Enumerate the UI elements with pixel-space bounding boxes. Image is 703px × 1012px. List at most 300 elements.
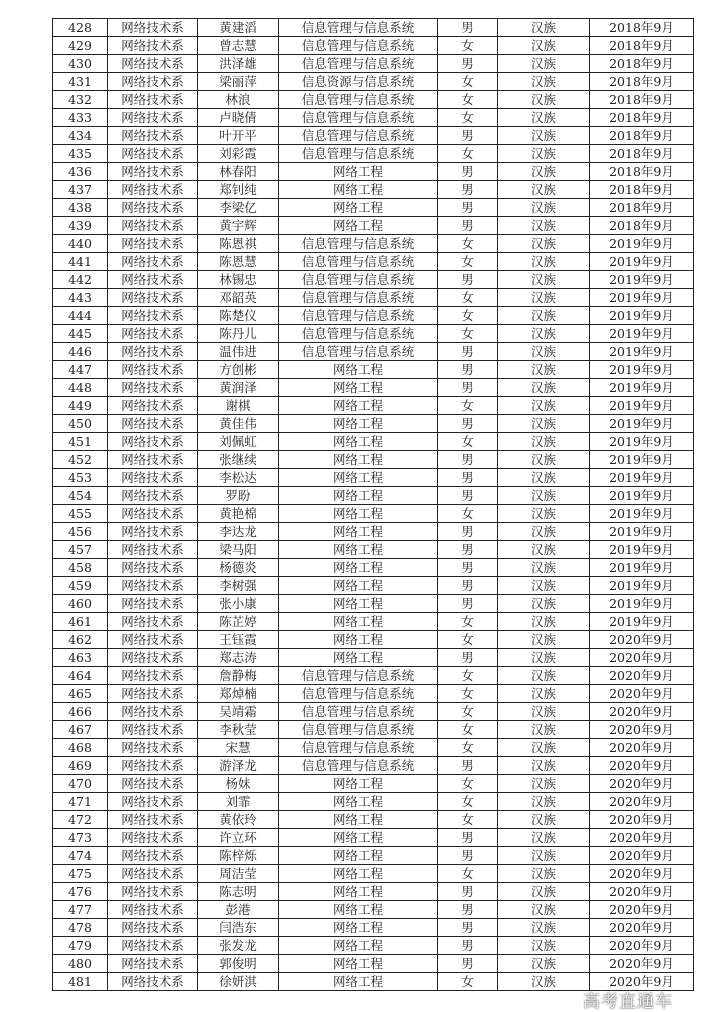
row-number-cell: 461 [53, 613, 108, 631]
gender-cell: 男 [438, 649, 498, 667]
major-cell: 网络工程 [279, 649, 438, 667]
row-number-cell: 445 [53, 325, 108, 343]
major-cell: 网络工程 [279, 415, 438, 433]
major-cell: 网络工程 [279, 865, 438, 883]
row-number-cell: 448 [53, 379, 108, 397]
ethnicity-cell: 汉族 [498, 55, 590, 73]
gender-cell: 女 [438, 145, 498, 163]
gender-cell: 男 [438, 451, 498, 469]
watermark: 高考直通车 [583, 992, 673, 1012]
major-cell: 网络工程 [279, 811, 438, 829]
major-cell: 信息资源与信息系统 [279, 73, 438, 91]
enrollment-date-cell: 2020年9月 [590, 739, 694, 757]
enrollment-date-cell: 2018年9月 [590, 37, 694, 55]
table-row [53, 181, 694, 199]
ethnicity-cell: 汉族 [498, 271, 590, 289]
ethnicity-cell: 汉族 [498, 757, 590, 775]
ethnicity-cell: 汉族 [498, 19, 590, 37]
table-row [53, 271, 694, 289]
enrollment-date-cell: 2020年9月 [590, 649, 694, 667]
table-row [53, 919, 694, 937]
department-cell: 网络技术系 [108, 235, 198, 253]
ethnicity-cell: 汉族 [498, 793, 590, 811]
student-name-cell: 杨德炎 [198, 559, 279, 577]
enrollment-date-cell: 2018年9月 [590, 127, 694, 145]
major-cell: 信息管理与信息系统 [279, 91, 438, 109]
ethnicity-cell: 汉族 [498, 397, 590, 415]
major-cell: 网络工程 [279, 613, 438, 631]
row-number-cell: 434 [53, 127, 108, 145]
department-cell: 网络技术系 [108, 19, 198, 37]
enrollment-date-cell: 2020年9月 [590, 883, 694, 901]
major-cell: 网络工程 [279, 181, 438, 199]
table-row [53, 703, 694, 721]
department-cell: 网络技术系 [108, 289, 198, 307]
row-number-cell: 470 [53, 775, 108, 793]
major-cell: 网络工程 [279, 487, 438, 505]
table-row [53, 55, 694, 73]
department-cell: 网络技术系 [108, 721, 198, 739]
enrollment-date-cell: 2019年9月 [590, 487, 694, 505]
student-name-cell: 张继续 [198, 451, 279, 469]
row-number-cell: 472 [53, 811, 108, 829]
ethnicity-cell: 汉族 [498, 631, 590, 649]
table-row [53, 595, 694, 613]
table-row [53, 253, 694, 271]
department-cell: 网络技术系 [108, 667, 198, 685]
ethnicity-cell: 汉族 [498, 919, 590, 937]
row-number-cell: 469 [53, 757, 108, 775]
row-number-cell: 466 [53, 703, 108, 721]
ethnicity-cell: 汉族 [498, 595, 590, 613]
ethnicity-cell: 汉族 [498, 703, 590, 721]
row-number-cell: 481 [53, 973, 108, 991]
enrollment-date-cell: 2019年9月 [590, 397, 694, 415]
enrollment-date-cell: 2020年9月 [590, 919, 694, 937]
table-row [53, 631, 694, 649]
enrollment-date-cell: 2018年9月 [590, 217, 694, 235]
gender-cell: 男 [438, 361, 498, 379]
student-name-cell: 陈楚仪 [198, 307, 279, 325]
table-row [53, 793, 694, 811]
enrollment-date-cell: 2018年9月 [590, 73, 694, 91]
table-row [53, 343, 694, 361]
row-number-cell: 473 [53, 829, 108, 847]
student-name-cell: 黄佳伟 [198, 415, 279, 433]
student-name-cell: 郭俊明 [198, 955, 279, 973]
gender-cell: 男 [438, 19, 498, 37]
gender-cell: 女 [438, 721, 498, 739]
major-cell: 信息管理与信息系统 [279, 253, 438, 271]
ethnicity-cell: 汉族 [498, 145, 590, 163]
gender-cell: 男 [438, 577, 498, 595]
gender-cell: 女 [438, 91, 498, 109]
gender-cell: 女 [438, 109, 498, 127]
table-row [53, 235, 694, 253]
major-cell: 信息管理与信息系统 [279, 703, 438, 721]
department-cell: 网络技术系 [108, 487, 198, 505]
student-name-cell: 叶开平 [198, 127, 279, 145]
row-number-cell: 479 [53, 937, 108, 955]
row-number-cell: 443 [53, 289, 108, 307]
gender-cell: 男 [438, 55, 498, 73]
enrollment-date-cell: 2019年9月 [590, 433, 694, 451]
table-row [53, 667, 694, 685]
major-cell: 信息管理与信息系统 [279, 235, 438, 253]
row-number-cell: 474 [53, 847, 108, 865]
table-row [53, 901, 694, 919]
gender-cell: 女 [438, 505, 498, 523]
student-name-cell: 彭港 [198, 901, 279, 919]
department-cell: 网络技术系 [108, 811, 198, 829]
department-cell: 网络技术系 [108, 307, 198, 325]
gender-cell: 男 [438, 955, 498, 973]
table-row [53, 829, 694, 847]
student-name-cell: 周洁莹 [198, 865, 279, 883]
department-cell: 网络技术系 [108, 181, 198, 199]
gender-cell: 女 [438, 631, 498, 649]
gender-cell: 女 [438, 685, 498, 703]
gender-cell: 女 [438, 865, 498, 883]
department-cell: 网络技术系 [108, 685, 198, 703]
major-cell: 网络工程 [279, 883, 438, 901]
table-row [53, 739, 694, 757]
student-name-cell: 宋慧 [198, 739, 279, 757]
department-cell: 网络技术系 [108, 757, 198, 775]
major-cell: 网络工程 [279, 451, 438, 469]
table-row [53, 469, 694, 487]
row-number-cell: 480 [53, 955, 108, 973]
gender-cell: 女 [438, 793, 498, 811]
student-name-cell: 张小康 [198, 595, 279, 613]
row-number-cell: 441 [53, 253, 108, 271]
enrollment-date-cell: 2019年9月 [590, 343, 694, 361]
row-number-cell: 452 [53, 451, 108, 469]
enrollment-date-cell: 2020年9月 [590, 685, 694, 703]
gender-cell: 男 [438, 847, 498, 865]
major-cell: 网络工程 [279, 775, 438, 793]
row-number-cell: 468 [53, 739, 108, 757]
ethnicity-cell: 汉族 [498, 73, 590, 91]
major-cell: 信息管理与信息系统 [279, 19, 438, 37]
enrollment-date-cell: 2018年9月 [590, 199, 694, 217]
department-cell: 网络技术系 [108, 631, 198, 649]
ethnicity-cell: 汉族 [498, 199, 590, 217]
enrollment-date-cell: 2019年9月 [590, 523, 694, 541]
table-row [53, 649, 694, 667]
major-cell: 信息管理与信息系统 [279, 721, 438, 739]
student-table [52, 18, 694, 991]
row-number-cell: 454 [53, 487, 108, 505]
gender-cell: 男 [438, 181, 498, 199]
major-cell: 网络工程 [279, 595, 438, 613]
student-name-cell: 杨妹 [198, 775, 279, 793]
department-cell: 网络技术系 [108, 397, 198, 415]
row-number-cell: 440 [53, 235, 108, 253]
major-cell: 信息管理与信息系统 [279, 271, 438, 289]
major-cell: 网络工程 [279, 793, 438, 811]
department-cell: 网络技术系 [108, 271, 198, 289]
row-number-cell: 458 [53, 559, 108, 577]
student-name-cell: 游泽龙 [198, 757, 279, 775]
row-number-cell: 429 [53, 37, 108, 55]
enrollment-date-cell: 2020年9月 [590, 847, 694, 865]
major-cell: 网络工程 [279, 379, 438, 397]
table-row [53, 955, 694, 973]
student-name-cell: 李秋莹 [198, 721, 279, 739]
enrollment-date-cell: 2019年9月 [590, 451, 694, 469]
department-cell: 网络技术系 [108, 955, 198, 973]
gender-cell: 男 [438, 271, 498, 289]
row-number-cell: 436 [53, 163, 108, 181]
gender-cell: 男 [438, 217, 498, 235]
ethnicity-cell: 汉族 [498, 37, 590, 55]
student-name-cell: 刘霏 [198, 793, 279, 811]
row-number-cell: 463 [53, 649, 108, 667]
ethnicity-cell: 汉族 [498, 487, 590, 505]
department-cell: 网络技术系 [108, 343, 198, 361]
row-number-cell: 459 [53, 577, 108, 595]
table-row [53, 379, 694, 397]
gender-cell: 女 [438, 397, 498, 415]
student-name-cell: 李松达 [198, 469, 279, 487]
table-row [53, 487, 694, 505]
row-number-cell: 435 [53, 145, 108, 163]
enrollment-date-cell: 2018年9月 [590, 109, 694, 127]
student-name-cell: 林春阳 [198, 163, 279, 181]
table-row [53, 847, 694, 865]
ethnicity-cell: 汉族 [498, 829, 590, 847]
department-cell: 网络技术系 [108, 523, 198, 541]
gender-cell: 男 [438, 937, 498, 955]
student-name-cell: 罗盼 [198, 487, 279, 505]
student-name-cell: 郑志涛 [198, 649, 279, 667]
enrollment-date-cell: 2019年9月 [590, 307, 694, 325]
student-name-cell: 黄依玲 [198, 811, 279, 829]
department-cell: 网络技术系 [108, 613, 198, 631]
row-number-cell: 453 [53, 469, 108, 487]
gender-cell: 女 [438, 973, 498, 991]
row-number-cell: 432 [53, 91, 108, 109]
row-number-cell: 462 [53, 631, 108, 649]
enrollment-date-cell: 2018年9月 [590, 145, 694, 163]
ethnicity-cell: 汉族 [498, 955, 590, 973]
student-name-cell: 方创彬 [198, 361, 279, 379]
major-cell: 网络工程 [279, 919, 438, 937]
ethnicity-cell: 汉族 [498, 235, 590, 253]
ethnicity-cell: 汉族 [498, 613, 590, 631]
ethnicity-cell: 汉族 [498, 469, 590, 487]
enrollment-date-cell: 2020年9月 [590, 901, 694, 919]
department-cell: 网络技术系 [108, 163, 198, 181]
ethnicity-cell: 汉族 [498, 91, 590, 109]
enrollment-date-cell: 2018年9月 [590, 55, 694, 73]
enrollment-date-cell: 2020年9月 [590, 793, 694, 811]
table-row [53, 307, 694, 325]
gender-cell: 男 [438, 127, 498, 145]
gender-cell: 男 [438, 379, 498, 397]
ethnicity-cell: 汉族 [498, 505, 590, 523]
table-row [53, 559, 694, 577]
gender-cell: 男 [438, 469, 498, 487]
student-name-cell: 陈恩慧 [198, 253, 279, 271]
department-cell: 网络技术系 [108, 775, 198, 793]
department-cell: 网络技术系 [108, 451, 198, 469]
row-number-cell: 449 [53, 397, 108, 415]
student-name-cell: 洪泽雄 [198, 55, 279, 73]
major-cell: 信息管理与信息系统 [279, 739, 438, 757]
row-number-cell: 476 [53, 883, 108, 901]
enrollment-date-cell: 2020年9月 [590, 937, 694, 955]
row-number-cell: 430 [53, 55, 108, 73]
gender-cell: 男 [438, 541, 498, 559]
row-number-cell: 444 [53, 307, 108, 325]
row-number-cell: 450 [53, 415, 108, 433]
table-row [53, 73, 694, 91]
enrollment-date-cell: 2019年9月 [590, 415, 694, 433]
gender-cell: 男 [438, 415, 498, 433]
enrollment-date-cell: 2019年9月 [590, 325, 694, 343]
row-number-cell: 460 [53, 595, 108, 613]
major-cell: 网络工程 [279, 901, 438, 919]
ethnicity-cell: 汉族 [498, 847, 590, 865]
table-row [53, 523, 694, 541]
student-name-cell: 梁丽萍 [198, 73, 279, 91]
student-name-cell: 詹静梅 [198, 667, 279, 685]
department-cell: 网络技术系 [108, 199, 198, 217]
table-row [53, 361, 694, 379]
enrollment-date-cell: 2019年9月 [590, 289, 694, 307]
ethnicity-cell: 汉族 [498, 433, 590, 451]
table-row [53, 775, 694, 793]
student-name-cell: 王钰霞 [198, 631, 279, 649]
student-name-cell: 温伟进 [198, 343, 279, 361]
table-row [53, 883, 694, 901]
row-number-cell: 475 [53, 865, 108, 883]
row-number-cell: 438 [53, 199, 108, 217]
enrollment-date-cell: 2020年9月 [590, 631, 694, 649]
row-number-cell: 477 [53, 901, 108, 919]
ethnicity-cell: 汉族 [498, 775, 590, 793]
table-row [53, 433, 694, 451]
student-name-cell: 林浪 [198, 91, 279, 109]
enrollment-date-cell: 2019年9月 [590, 361, 694, 379]
ethnicity-cell: 汉族 [498, 163, 590, 181]
table-row [53, 541, 694, 559]
table-row [53, 973, 694, 991]
enrollment-date-cell: 2018年9月 [590, 19, 694, 37]
enrollment-date-cell: 2019年9月 [590, 379, 694, 397]
department-cell: 网络技术系 [108, 649, 198, 667]
major-cell: 网络工程 [279, 523, 438, 541]
table-row [53, 19, 694, 37]
gender-cell: 男 [438, 523, 498, 541]
department-cell: 网络技术系 [108, 37, 198, 55]
student-name-cell: 黄宇辉 [198, 217, 279, 235]
gender-cell: 男 [438, 757, 498, 775]
table-row [53, 937, 694, 955]
department-cell: 网络技术系 [108, 91, 198, 109]
enrollment-date-cell: 2020年9月 [590, 829, 694, 847]
row-number-cell: 446 [53, 343, 108, 361]
major-cell: 信息管理与信息系统 [279, 37, 438, 55]
gender-cell: 男 [438, 829, 498, 847]
enrollment-date-cell: 2020年9月 [590, 667, 694, 685]
department-cell: 网络技术系 [108, 919, 198, 937]
enrollment-date-cell: 2018年9月 [590, 181, 694, 199]
ethnicity-cell: 汉族 [498, 721, 590, 739]
major-cell: 网络工程 [279, 199, 438, 217]
gender-cell: 女 [438, 703, 498, 721]
ethnicity-cell: 汉族 [498, 973, 590, 991]
table-body [53, 19, 694, 991]
department-cell: 网络技术系 [108, 901, 198, 919]
student-name-cell: 郑焯楠 [198, 685, 279, 703]
gender-cell: 女 [438, 37, 498, 55]
table-row [53, 109, 694, 127]
table-row [53, 127, 694, 145]
department-cell: 网络技术系 [108, 847, 198, 865]
enrollment-date-cell: 2019年9月 [590, 595, 694, 613]
student-name-cell: 刘彩霞 [198, 145, 279, 163]
ethnicity-cell: 汉族 [498, 253, 590, 271]
department-cell: 网络技术系 [108, 829, 198, 847]
gender-cell: 女 [438, 235, 498, 253]
student-name-cell: 梁马阳 [198, 541, 279, 559]
enrollment-date-cell: 2018年9月 [590, 163, 694, 181]
department-cell: 网络技术系 [108, 433, 198, 451]
major-cell: 网络工程 [279, 847, 438, 865]
ethnicity-cell: 汉族 [498, 667, 590, 685]
gender-cell: 女 [438, 433, 498, 451]
student-name-cell: 许立环 [198, 829, 279, 847]
table-row [53, 37, 694, 55]
table-row [53, 451, 694, 469]
enrollment-date-cell: 2020年9月 [590, 973, 694, 991]
enrollment-date-cell: 2019年9月 [590, 613, 694, 631]
gender-cell: 男 [438, 919, 498, 937]
ethnicity-cell: 汉族 [498, 739, 590, 757]
student-name-cell: 邓韶英 [198, 289, 279, 307]
table-row [53, 613, 694, 631]
enrollment-date-cell: 2019年9月 [590, 235, 694, 253]
department-cell: 网络技术系 [108, 559, 198, 577]
department-cell: 网络技术系 [108, 595, 198, 613]
student-name-cell: 李树强 [198, 577, 279, 595]
gender-cell: 女 [438, 73, 498, 91]
enrollment-date-cell: 2020年9月 [590, 721, 694, 739]
major-cell: 信息管理与信息系统 [279, 109, 438, 127]
ethnicity-cell: 汉族 [498, 109, 590, 127]
major-cell: 信息管理与信息系统 [279, 127, 438, 145]
department-cell: 网络技术系 [108, 217, 198, 235]
student-name-cell: 郑钊纯 [198, 181, 279, 199]
table-row [53, 415, 694, 433]
gender-cell: 女 [438, 253, 498, 271]
row-number-cell: 457 [53, 541, 108, 559]
ethnicity-cell: 汉族 [498, 127, 590, 145]
ethnicity-cell: 汉族 [498, 181, 590, 199]
major-cell: 网络工程 [279, 163, 438, 181]
enrollment-date-cell: 2019年9月 [590, 559, 694, 577]
department-cell: 网络技术系 [108, 703, 198, 721]
table-row [53, 757, 694, 775]
department-cell: 网络技术系 [108, 973, 198, 991]
department-cell: 网络技术系 [108, 505, 198, 523]
ethnicity-cell: 汉族 [498, 883, 590, 901]
major-cell: 信息管理与信息系统 [279, 325, 438, 343]
ethnicity-cell: 汉族 [498, 343, 590, 361]
